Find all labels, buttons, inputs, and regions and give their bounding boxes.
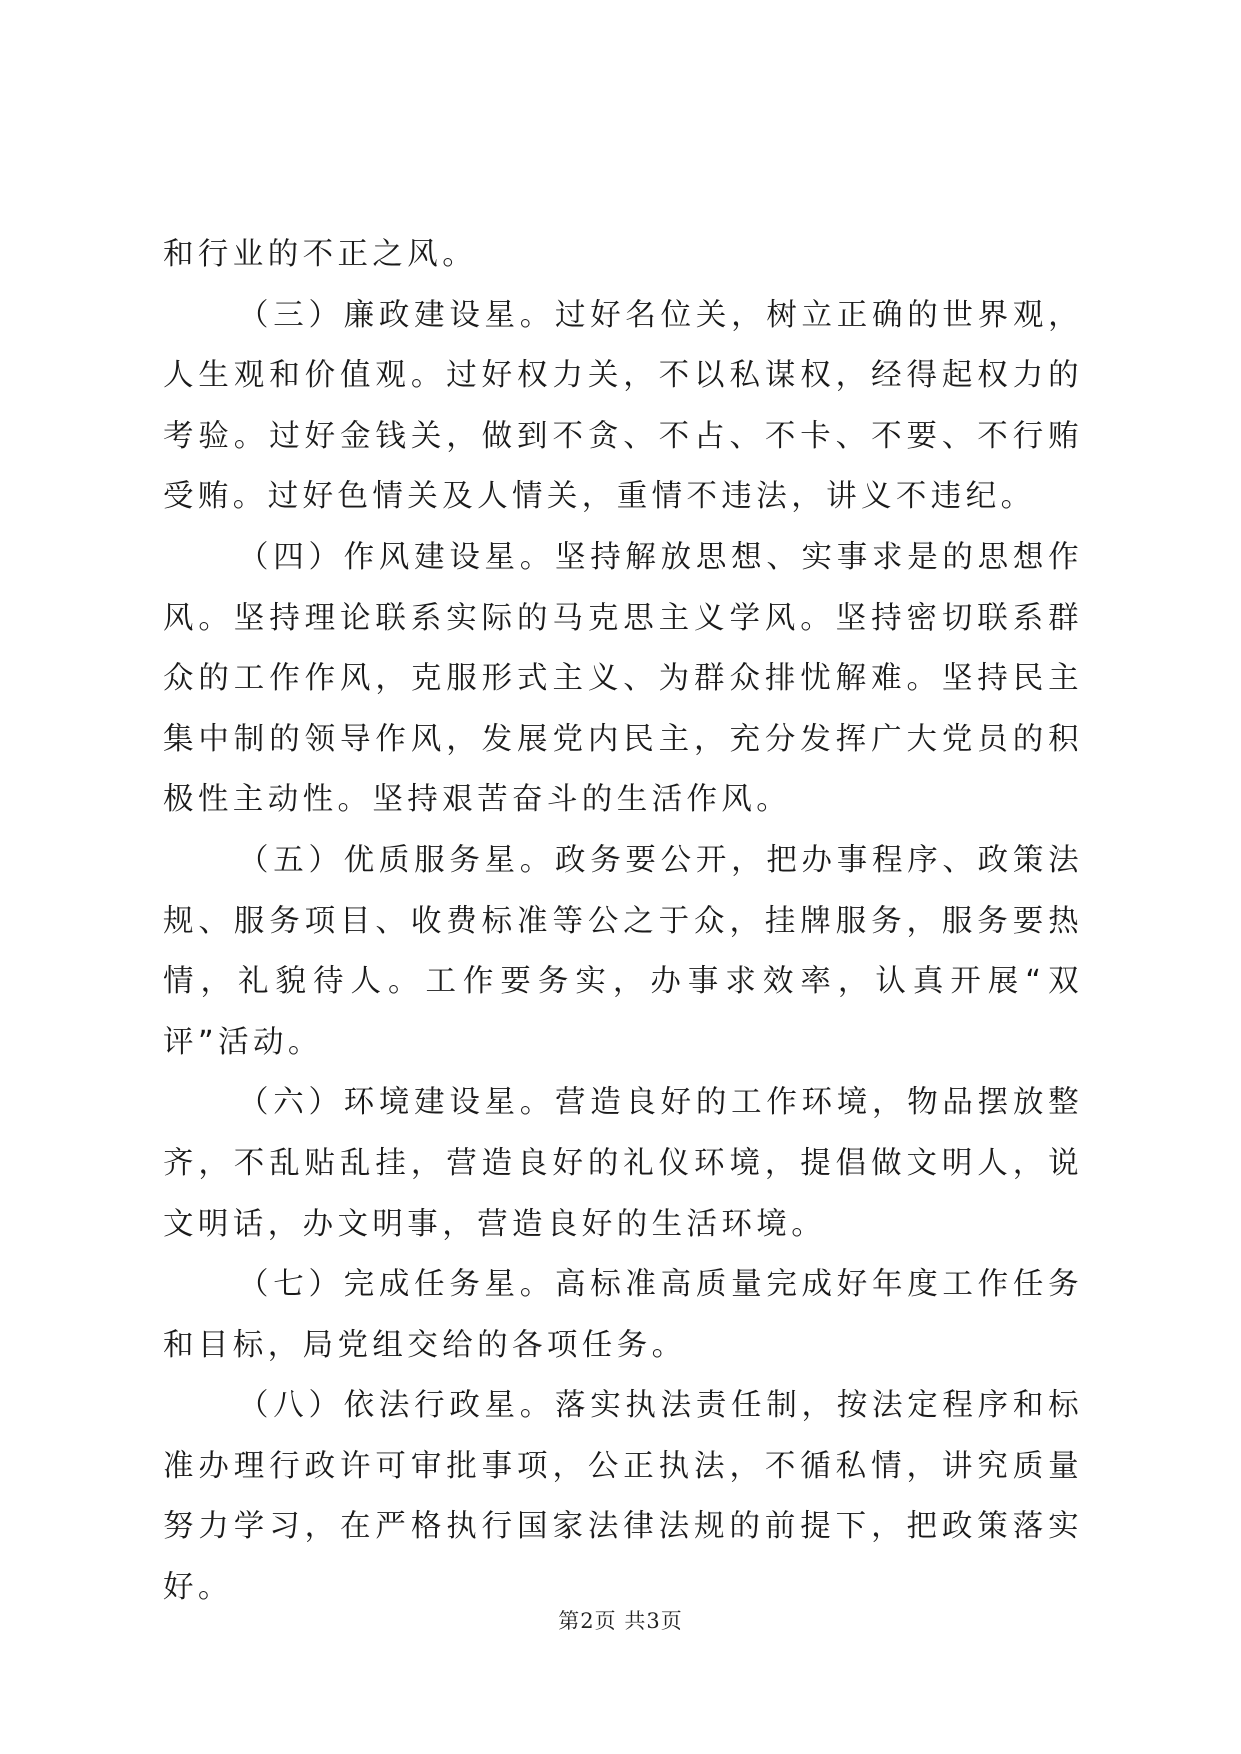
paragraph-work-style-star: （四）作风建设星。坚持解放思想、实事求是的思想作风。坚持理论联系实际的马克思主义学风。坚持密切联系群众的工作作风，克服形式主义、为群众排忧解难。坚持民主集中制的领导作风，发展党内民主，充分发挥广大党员的积极性主动性。坚持艰苦奋斗的生活作风。 bbox=[163, 539, 1083, 818]
page-number-footer: 第2页 共3页 bbox=[558, 1609, 683, 1633]
paragraph-environment-star: （六）环境建设星。营造良好的工作环境，物品摆放整齐，不乱贴乱挂，营造良好的礼仪环境，提倡做文明人，说文明话，办文明事，营造良好的生活环境。 bbox=[163, 1085, 1083, 1242]
paragraph-continuation: 和行业的不正之风。 bbox=[163, 237, 478, 272]
document-body bbox=[163, 225, 1083, 1619]
paragraph-integrity-star: （三）廉政建设星。过好名位关，树立正确的世界观，人生观和价值观。过好权力关，不以私谋权，经得起权力的考验。过好金钱关，做到不贪、不占、不卡、不要、不行贿受贿。过好色情关及人情关，重情不违法，讲义不违纪。 bbox=[163, 297, 1083, 515]
paragraph-quality-service-star: （五）优质服务星。政务要公开，把办事程序、政策法规、服务项目、收费标准等公之于众，挂牌服务，服务要热情，礼貌待人。工作要务实，办事求效率，认真开展“双评”活动。 bbox=[163, 842, 1083, 1060]
paragraph-lawful-administration-star: （八）依法行政星。落实执法责任制，按法定程序和标准办理行政许可审批事项，公正执法，不循私情，讲究质量努力学习，在严格执行国家法律法规的前提下，把政策落实好。 bbox=[163, 1388, 1083, 1606]
paragraph-task-completion-star: （七）完成任务星。高标准高质量完成好年度工作任务和目标，局党组交给的各项任务。 bbox=[163, 1267, 1083, 1363]
